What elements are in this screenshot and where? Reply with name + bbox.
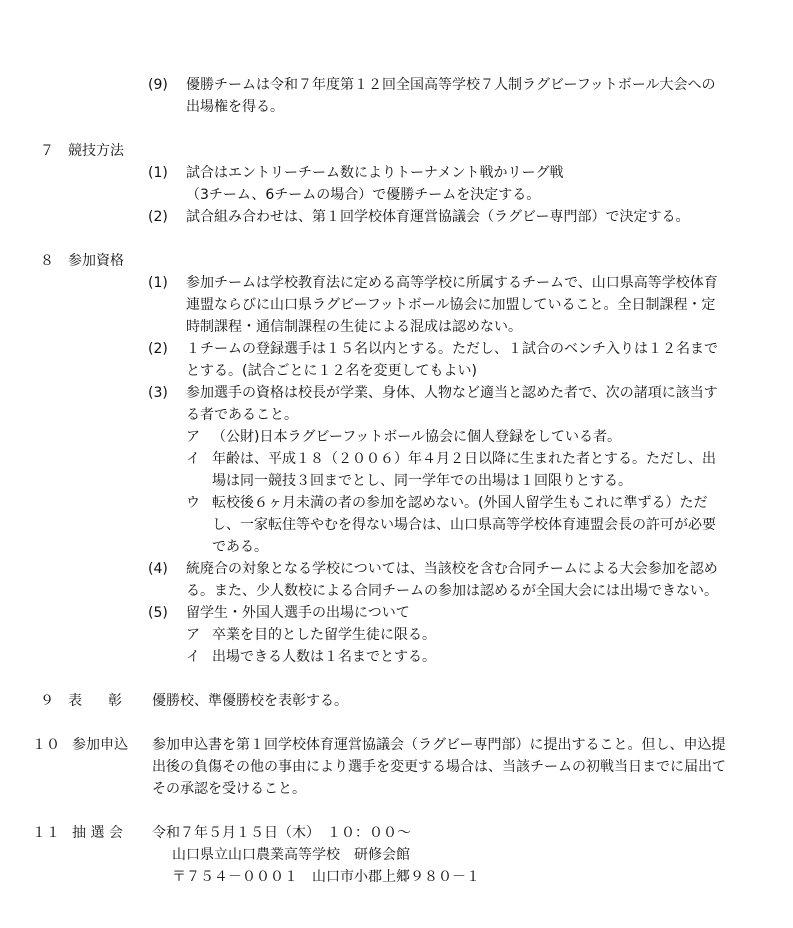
paragraph-line: である。 xyxy=(212,539,268,555)
section-title: 抽 選 会 xyxy=(72,825,123,841)
section-number: ７ xyxy=(40,143,54,159)
paragraph-line: 転校後６ヶ月未満の者の参加を認めない。(外国人留学生もこれに準ずる）ただ xyxy=(212,495,708,511)
item-number: (2) xyxy=(148,341,168,357)
paragraph-line: 優勝チームは令和７年度第１２回全国高等学校７人制ラグビーフットボール大会への xyxy=(186,77,716,93)
sub-item-mark: イ xyxy=(186,649,200,665)
paragraph-line: 出後の負傷その他の事由により選手を変更する場合は、当該チームの初戦当日までに届出て xyxy=(152,759,726,775)
item-number: (1) xyxy=(148,165,168,181)
paragraph-line: 参加チームは学校教育法に定める高等学校に所属するチームで、山口県高等学校体育 xyxy=(186,275,718,291)
paragraph-line: 出場できる人数は１名までとする。 xyxy=(212,649,436,665)
sub-item-mark: ア xyxy=(186,627,200,643)
paragraph-line: 試合組み合わせは、第１回学校体育運営協議会（ラグビー専門部）で決定する。 xyxy=(186,209,690,225)
paragraph-line: 連盟ならびに山口県ラグビーフットボール協会に加盟していること。全日制課程・定 xyxy=(186,297,716,313)
section-title: 参加申込 xyxy=(72,737,128,753)
paragraph-line: 留学生・外国人選手の出場について xyxy=(186,605,410,621)
event-venue: 山口県立山口農業高等学校 研修会館 xyxy=(172,847,410,863)
section-title: 表 xyxy=(68,693,82,709)
paragraph-line: 参加申込書を第１回学校体育運営協議会（ラグビー専門部）に提出すること。但し、申込提 xyxy=(152,737,726,753)
event-address: 〒７５４－０００１ 山口市小郡上郷９８０－１ xyxy=(172,869,480,885)
section-number: ８ xyxy=(40,253,54,269)
paragraph-line: し、一家転住等やむを得ない場合は、山口県高等学校体育連盟会長の許可が必要 xyxy=(212,517,716,533)
item-number: (1) xyxy=(148,275,168,291)
paragraph-line: る者であること。 xyxy=(186,407,298,423)
section-title: 参加資格 xyxy=(68,253,124,269)
section-title: 競技方法 xyxy=(68,143,124,159)
item-number: (9) xyxy=(148,77,168,93)
paragraph-line: （3チーム、6チームの場合）で優勝チームを決定する。 xyxy=(186,187,541,203)
paragraph-line: 年齢は、平成１８（２００６）年４月２日以降に生まれた者とする。ただし、出 xyxy=(212,451,716,467)
item-number: (3) xyxy=(148,385,168,401)
section-number: １１ xyxy=(32,825,60,841)
paragraph-line: １チームの登録選手は１５名以内とする。ただし、１試合のベンチ入りは１２名まで xyxy=(186,341,718,357)
sub-item-mark: ウ xyxy=(186,495,200,511)
section-number: １０ xyxy=(32,737,60,753)
paragraph-line: 統廃合の対象となる学校については、当該校を含む合同チームによる大会参加を認め xyxy=(186,561,718,577)
item-number: (2) xyxy=(148,209,168,225)
item-number: (4) xyxy=(148,561,168,577)
paragraph-line: （公財)日本ラグビーフットボール協会に個人登録をしている者。 xyxy=(212,429,621,445)
paragraph-line: る。また、少人数校による合同チームの参加は認めるが全国大会には出場できない。 xyxy=(186,583,718,599)
section-number: ９ xyxy=(40,693,54,709)
paragraph-line: とする。(試合ごとに１２名を変更してもよい) xyxy=(186,363,477,379)
paragraph-line: 時制課程・通信制課程の生徒による混成は認めない。 xyxy=(186,319,522,335)
sub-item-mark: イ xyxy=(186,451,200,467)
item-number: (5) xyxy=(148,605,168,621)
paragraph-line: 卒業を目的とした留学生徒に限る。 xyxy=(212,627,436,643)
paragraph-line: その承認を受けること。 xyxy=(152,781,306,797)
sub-item-mark: ア xyxy=(186,429,200,445)
paragraph-line: 場は同一競技３回までとし、同一学年での出場は１回限りとする。 xyxy=(212,473,632,489)
event-date: 令和７年５月１５日（木） １０：００～ xyxy=(152,825,411,841)
section-title: 彰 xyxy=(108,693,122,709)
paragraph-line: 参加選手の資格は校長が学業、身体、人物など適当と認めた者で、次の諸項に該当す xyxy=(186,385,718,401)
paragraph-line: 優勝校、準優勝校を表彰する。 xyxy=(152,693,348,709)
paragraph-line: 出場権を得る。 xyxy=(186,99,284,115)
paragraph-line: 試合はエントリーチーム数によりトーナメント戦かリーグ戦 xyxy=(186,165,564,181)
